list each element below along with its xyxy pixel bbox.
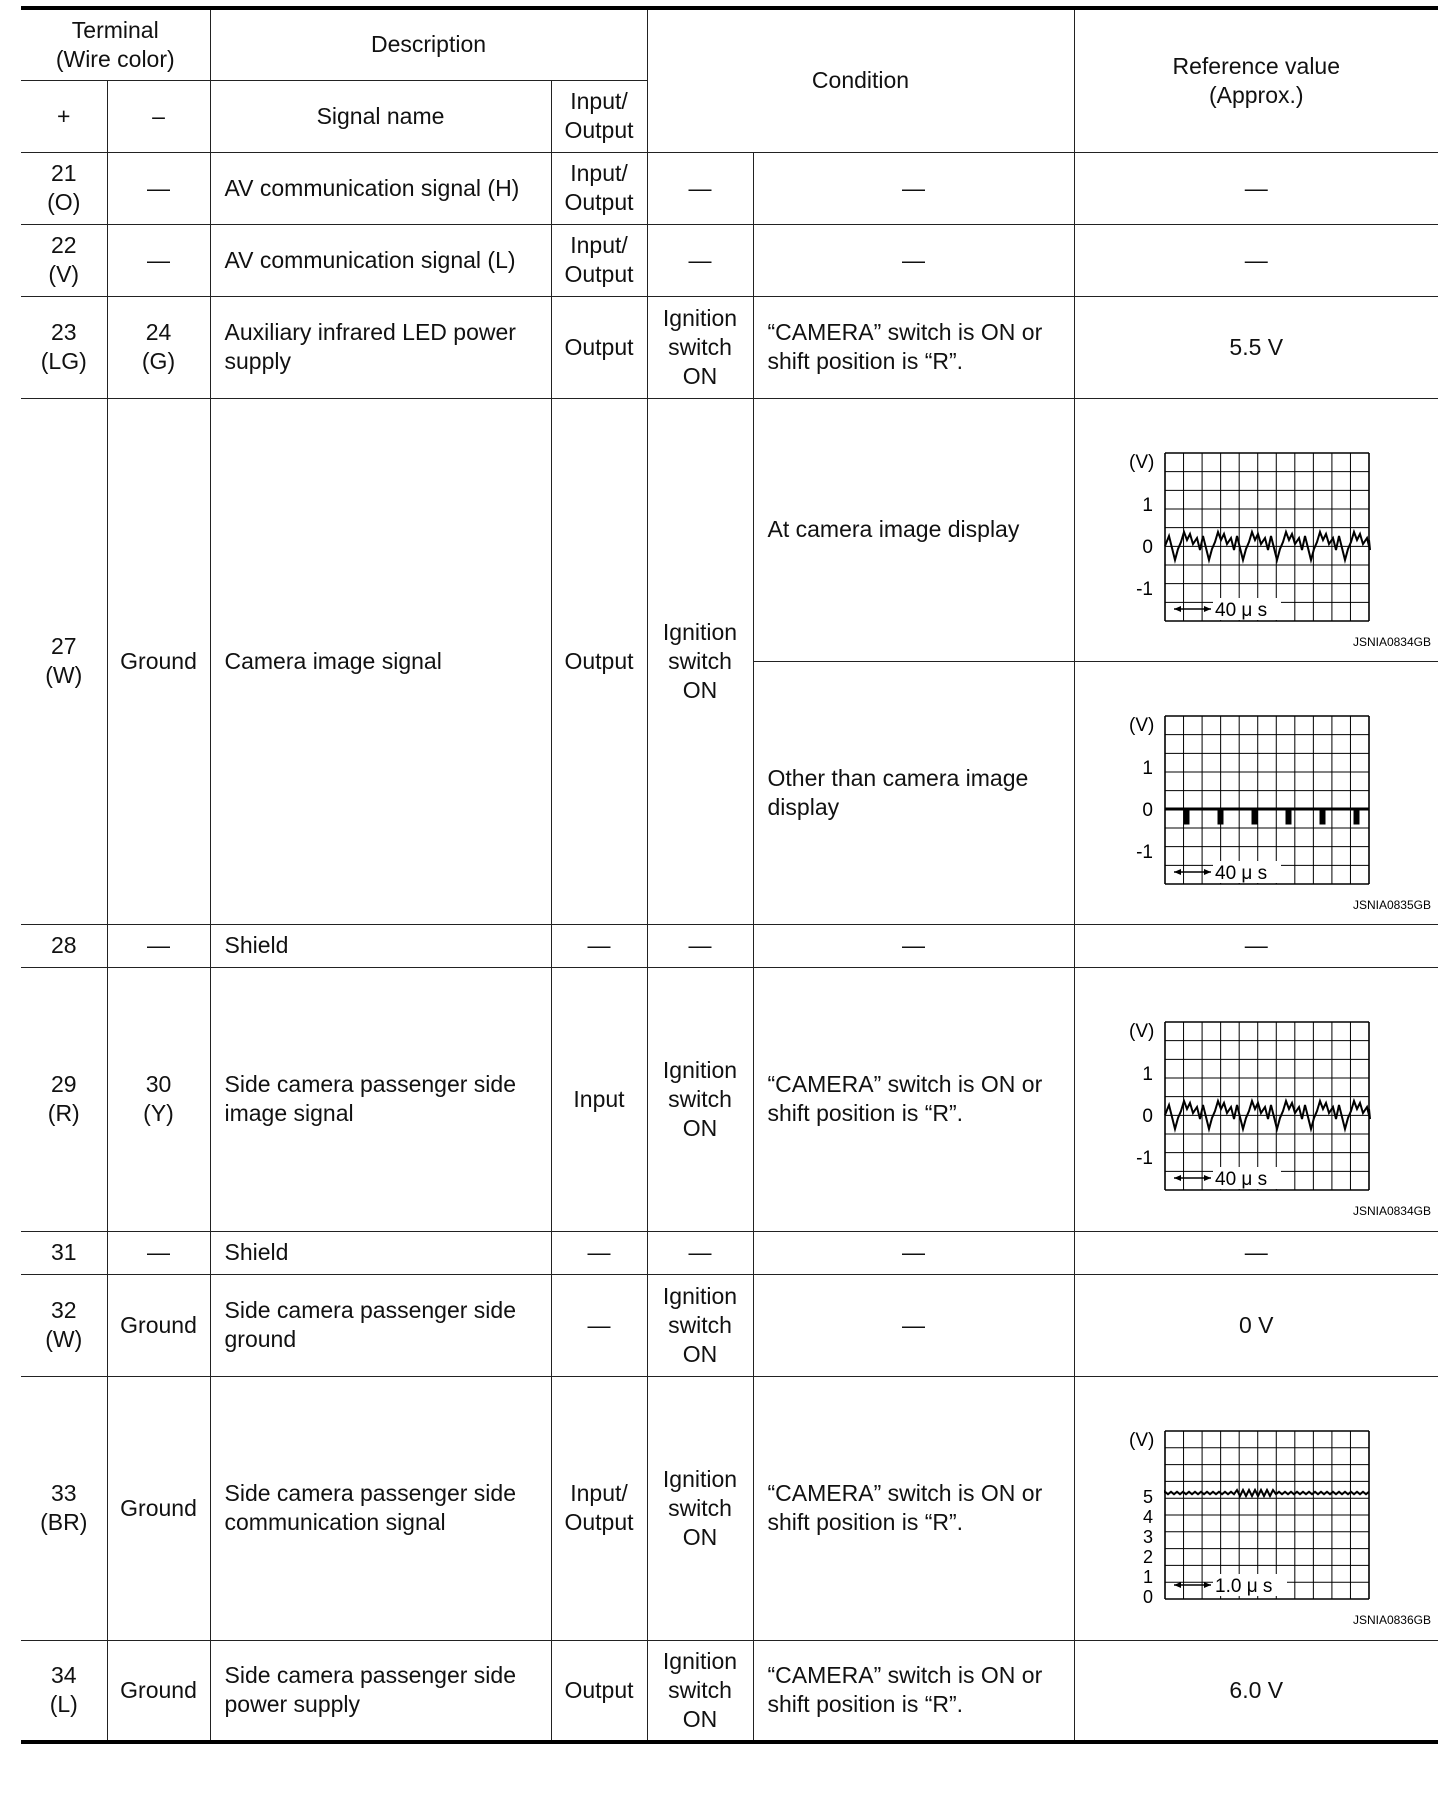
table-row: 23 (LG) 24 (G) Auxiliary infrared LED power supply Output Ignition switch ON “CAMERA” switch is ON or shift position is “R”. 5.5 V xyxy=(21,296,1438,398)
input-output-header: Input/ Output xyxy=(551,80,647,152)
table-row: 32 (W) Ground Side camera passenger side ground — Ignition switch ON — 0 V xyxy=(21,1274,1438,1376)
terminal-spec-table xyxy=(21,6,1438,1744)
reference-value-header: Reference value (Approx.) xyxy=(1074,8,1438,152)
waveform-grid xyxy=(1165,716,1369,884)
y-tick-label: -1 xyxy=(1135,841,1153,863)
waveform-camera-display xyxy=(1075,405,1439,655)
y-tick-label: 1 xyxy=(1141,757,1153,779)
waveform-side-camera-image xyxy=(1075,974,1439,1224)
y-tick-label: 5 xyxy=(1142,1487,1153,1507)
y-tick-label: 3 xyxy=(1142,1527,1153,1547)
waveform-cell xyxy=(1074,398,1438,661)
y-tick-label: 2 xyxy=(1142,1547,1153,1567)
y-tick-label: -1 xyxy=(1135,578,1153,600)
figure-code: JSNIA0834GB xyxy=(1352,1204,1431,1218)
waveform-unit: (V) xyxy=(1128,1430,1154,1451)
y-tick-label: -1 xyxy=(1135,1148,1153,1169)
table-row: Other than camera image display (V) 1 0 -1 40 μ s JSNIA0835GB xyxy=(21,661,1438,924)
signal-name-header: Signal name xyxy=(210,80,551,152)
condition-header: Condition xyxy=(647,8,1074,152)
table-row: 33 (BR) Ground Side camera passenger side communication signal Input/ Output Ignition switch ON “CAMERA” switch is ON or shift position is “R”. (V) 5 4 3 2 1 0 1.0 μ s JSNIA0836GB xyxy=(21,1376,1438,1640)
table-row: 22 (V) — AV communication signal (L) Input/ Output — — — xyxy=(21,224,1438,296)
table-row: 21 (O) — AV communication signal (H) Input/ Output — — — xyxy=(21,152,1438,224)
y-tick-label: 0 xyxy=(1141,1106,1153,1127)
minus-header: – xyxy=(107,80,210,152)
waveform-communication xyxy=(1075,1383,1439,1633)
time-scale-marker xyxy=(1174,1574,1287,1597)
waveform-trace xyxy=(1165,809,1369,823)
time-scale-label: 40 μ s xyxy=(1214,1169,1267,1190)
table-row: 28 — Shield — — — — xyxy=(21,924,1438,967)
table-row: 31 — Shield — — — — xyxy=(21,1231,1438,1274)
time-scale-marker xyxy=(1174,598,1281,621)
table-row: 27 (W) Ground Camera image signal Output Ignition switch ON At camera image display (V) 1 0 -1 40 μ s JSNIA0834GB xyxy=(21,398,1438,661)
time-scale-label: 40 μ s xyxy=(1214,599,1267,621)
y-tick-label: 1 xyxy=(1141,494,1153,516)
y-tick-label: 0 xyxy=(1141,799,1153,821)
terminal-header: Terminal (Wire color) xyxy=(21,8,210,80)
waveform-cell xyxy=(1074,1376,1438,1640)
waveform-cell xyxy=(1074,661,1438,924)
waveform-no-display xyxy=(1075,668,1439,918)
waveform-unit: (V) xyxy=(1128,1021,1154,1042)
y-tick-label: 4 xyxy=(1142,1507,1153,1527)
figure-code: JSNIA0834GB xyxy=(1352,634,1431,649)
time-scale-label: 1.0 μ s xyxy=(1214,1576,1272,1597)
time-scale-label: 40 μ s xyxy=(1214,862,1267,884)
waveform-trace xyxy=(1165,1490,1369,1496)
description-header: Description xyxy=(210,8,647,80)
y-tick-label: 0 xyxy=(1141,536,1153,558)
plus-header: + xyxy=(21,80,107,152)
waveform-cell xyxy=(1074,967,1438,1231)
waveform-unit: (V) xyxy=(1128,451,1154,473)
table-row: 29 (R) 30 (Y) Side camera passenger side image signal Input Ignition switch ON “CAMERA” switch is ON or shift position is “R”. (V) 1 0 -1 40 μ s JSNIA0834GB xyxy=(21,967,1438,1231)
y-tick-label: 1 xyxy=(1142,1567,1153,1587)
figure-code: JSNIA0835GB xyxy=(1352,897,1431,912)
time-scale-marker xyxy=(1174,1167,1281,1190)
waveform-unit: (V) xyxy=(1128,714,1154,736)
figure-code: JSNIA0836GB xyxy=(1352,1613,1431,1627)
table-row: 34 (L) Ground Side camera passenger side power supply Output Ignition switch ON “CAMERA” switch is ON or shift position is “R”. 6.0 V xyxy=(21,1640,1438,1742)
waveform-grid xyxy=(1165,1431,1369,1599)
y-tick-label: 1 xyxy=(1141,1064,1153,1085)
y-tick-label: 0 xyxy=(1142,1587,1153,1607)
time-scale-marker xyxy=(1174,861,1281,884)
